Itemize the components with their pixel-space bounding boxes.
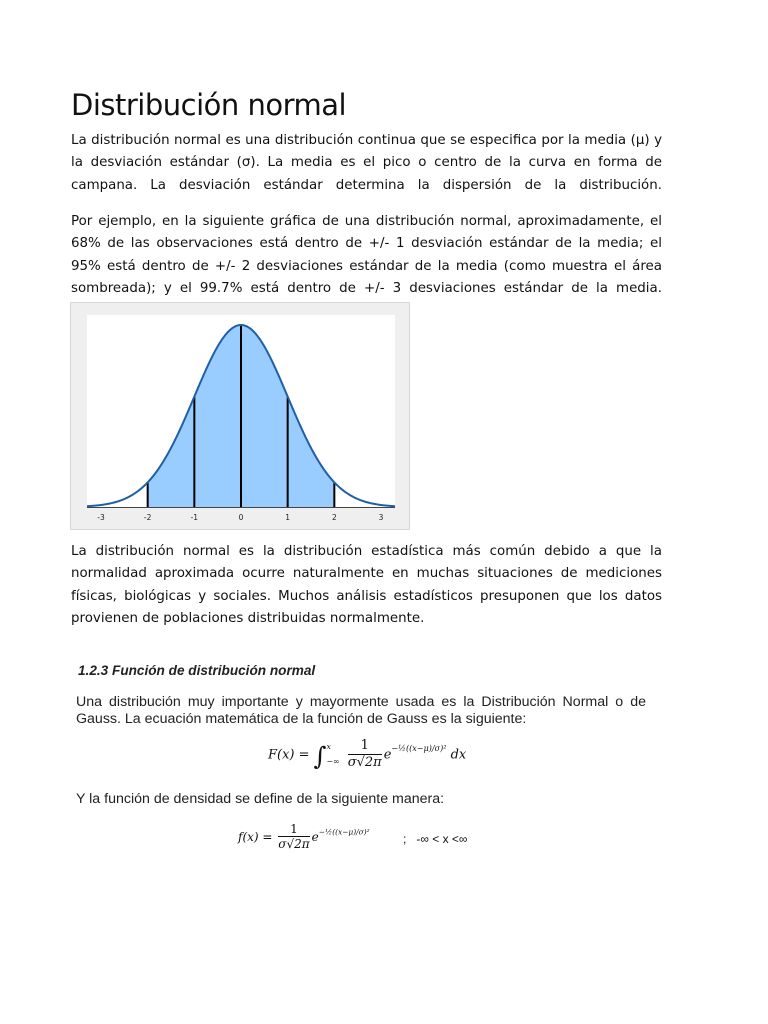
formula-f-fraction (278, 822, 309, 853)
common-distribution-paragraph: La distribución normal es la distribución estadística más común debido a que la normalidad aproximada ocurre naturalmente en muchas situaciones de mediciones físicas, biológicas y sociales. Muchos análisis estadísticos presuponen que los datos provienen de poblaciones distribuidas normalmente. (71, 544, 662, 626)
formula-F-denominator: σ√2π (347, 754, 382, 770)
tick-label: 0 (238, 513, 244, 522)
section-intro-text: Una distribución muy importante y mayormente usada es la Distribución Normal o de Gauss. La ecuación matemática de la función de Gauss es la siguiente: (76, 694, 646, 727)
integral-sign: ∫ (313, 741, 327, 771)
integral-lower-limit: −∞ (326, 756, 340, 766)
chart-svg (71, 303, 411, 531)
normal-distribution-chart (70, 302, 410, 530)
intro-paragraph: La distribución normal es una distribución continua que se especifica por la media (μ) y la desviación estándar (σ). La media es el pico o centro de la curva en forma de campana. La desviación estándar determina la dispersión de la distribución. (71, 133, 662, 193)
density-formula (238, 822, 370, 853)
formula-f-denominator: σ√2π (278, 837, 310, 852)
integral-upper-limit: x (326, 741, 331, 751)
tick-label: -1 (190, 513, 199, 522)
formula-F-lhs: F(x) = (268, 747, 310, 763)
formula-f-e: e (311, 830, 319, 844)
tick-label: -3 (97, 513, 105, 522)
formula-F-dx: dx (450, 747, 467, 763)
density-intro-text: Y la función de densidad se define de la siguiente manera: (76, 791, 445, 807)
formula-f-exponent: −½((x−μ)/σ)² (318, 827, 370, 837)
integral-limits (327, 740, 340, 770)
tick-label: 3 (378, 513, 384, 522)
tick-label: 1 (285, 513, 291, 522)
cumulative-distribution-formula (268, 738, 466, 771)
formula-f-lhs: f(x) = (238, 830, 273, 844)
formula-F-fraction (348, 738, 382, 771)
tick-label: -2 (143, 513, 152, 522)
tick-label: 2 (331, 513, 337, 522)
formula-F-e: e (383, 747, 392, 763)
section-heading: 1.2.3 Función de distribución normal (78, 663, 316, 678)
domain-condition: ; -∞ < x <∞ (403, 832, 468, 846)
formula-f-numerator: 1 (278, 822, 309, 837)
formula-F-numerator: 1 (348, 738, 382, 755)
example-paragraph: Por ejemplo, en la siguiente gráfica de una distribución normal, aproximadamente, el 68% de las observaciones está dentro de +/- 1 desviación estándar de la media; el 95% está dentro de +/- 2 desviaciones estándar de la media (como muestra el área sombreada); y el 99.7% está dentro de +/- 3 desviaciones estándar de la media. (71, 214, 662, 296)
page-title: Distribución normal (71, 88, 347, 122)
formula-F-exponent: −½((x−μ)/σ)² (391, 744, 447, 753)
